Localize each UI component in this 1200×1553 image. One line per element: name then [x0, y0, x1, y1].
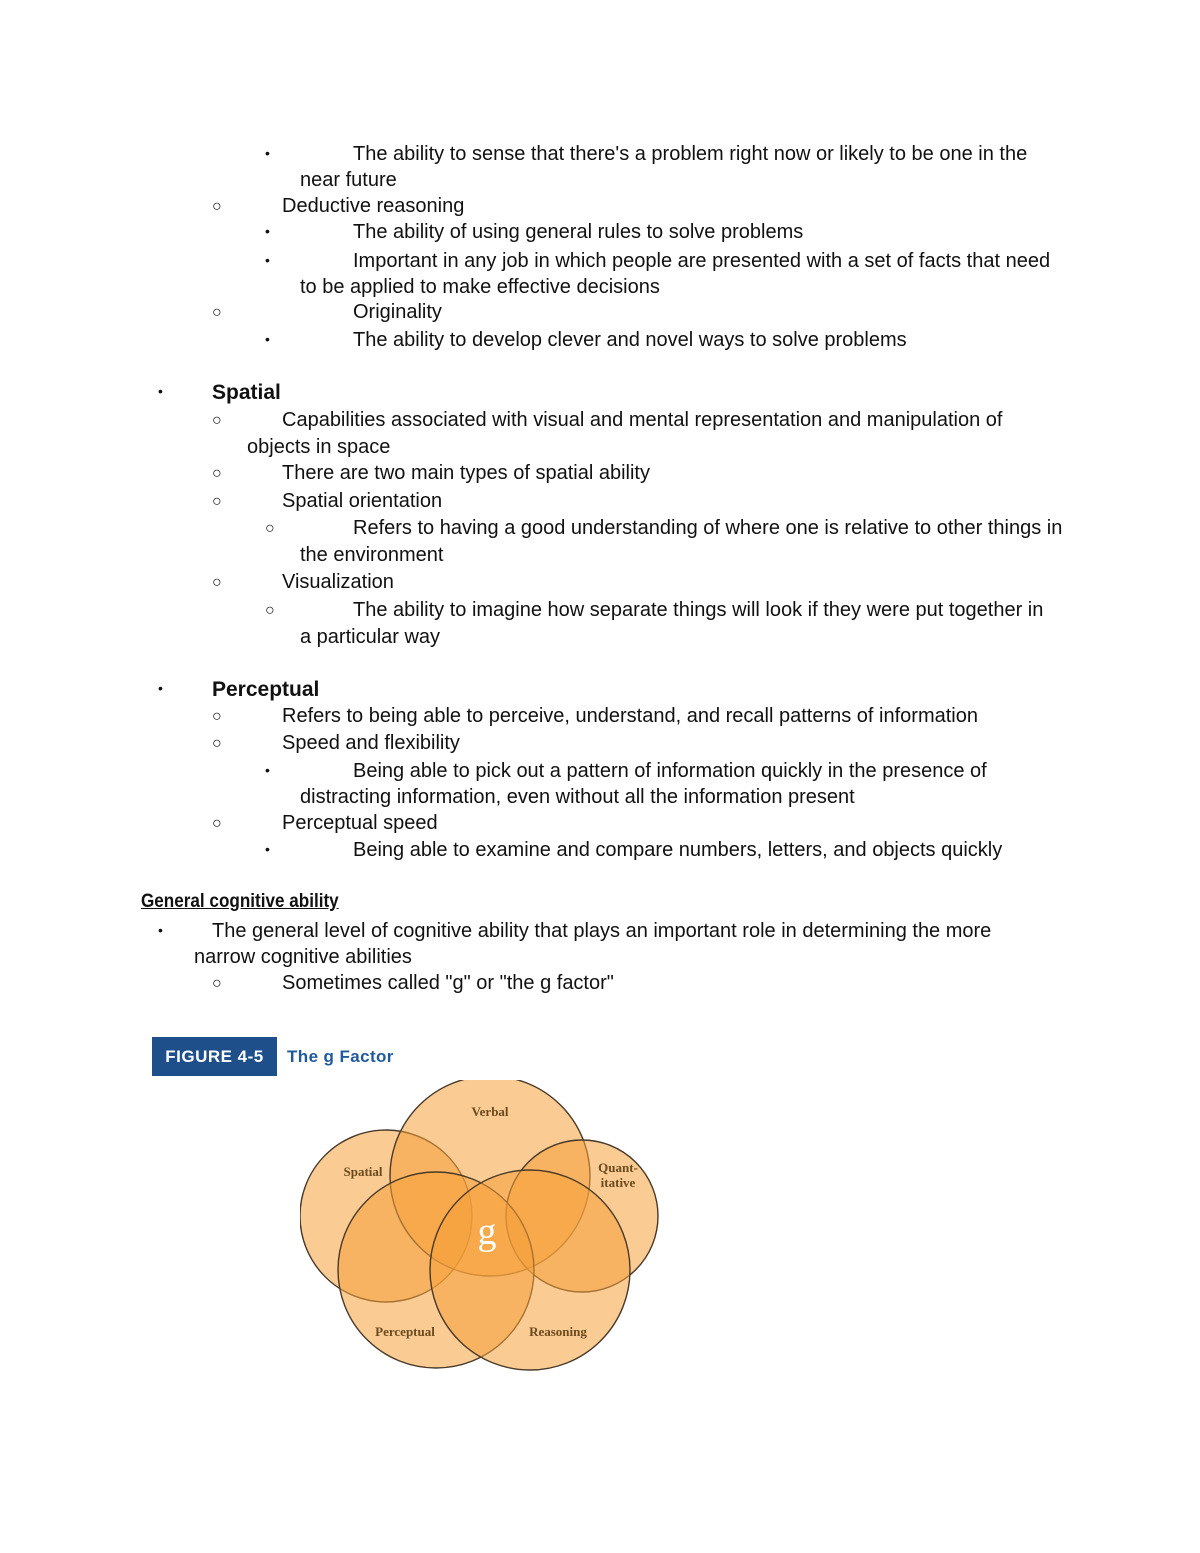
- circle-marker: ○: [212, 815, 222, 832]
- circle-reasoning: [430, 1170, 630, 1370]
- circle-marker: ○: [212, 493, 222, 510]
- list-item: The ability to sense that there's a problem right now or likely to be one in the: [353, 143, 1028, 165]
- circle-marker: ○: [212, 198, 222, 215]
- label-perceptual: Perceptual: [375, 1324, 435, 1339]
- figure-title: The g Factor: [287, 1047, 394, 1066]
- circle-marker: ○: [212, 304, 222, 321]
- list-item: Important in any job in which people are presented with a set of facts that need: [353, 250, 1051, 272]
- list-item-continuation: distracting information, even without all the information present: [300, 786, 855, 808]
- section-heading: General cognitive ability: [141, 891, 339, 912]
- list-item-continuation: objects in space: [247, 436, 391, 458]
- list-item: Capabilities associated with visual and mental representation and manipulation of: [282, 409, 1003, 431]
- list-item-continuation: to be applied to make effective decisions: [300, 276, 660, 298]
- bullet-marker: •: [265, 841, 270, 857]
- list-item-continuation: near future: [300, 169, 397, 191]
- circle-marker: ○: [212, 975, 222, 992]
- bullet-marker: •: [265, 331, 270, 347]
- list-item: Visualization: [282, 571, 394, 593]
- bullet-marker: •: [158, 922, 163, 938]
- list-item: Refers to having a good understanding of where one is relative to other things in: [353, 517, 1063, 539]
- circle-marker: ○: [212, 574, 222, 591]
- list-item: The ability to imagine how separate things will look if they were put together in: [353, 599, 1044, 621]
- bullet-marker: •: [158, 383, 163, 399]
- list-item: Originality: [353, 301, 442, 323]
- list-item: Perceptual speed: [282, 812, 438, 834]
- circle-marker: ○: [212, 412, 222, 429]
- circle-marker: ○: [212, 465, 222, 482]
- label-verbal: Verbal: [471, 1104, 509, 1119]
- list-item: Speed and flexibility: [282, 732, 460, 754]
- bullet-marker: •: [265, 145, 270, 161]
- label-quantitative-1: Quant-: [598, 1160, 638, 1175]
- topic-heading-perceptual: Perceptual: [212, 678, 320, 701]
- circle-marker: ○: [265, 520, 275, 537]
- list-item: Spatial orientation: [282, 490, 443, 512]
- list-item: Refers to being able to perceive, understand, and recall patterns of information: [282, 705, 978, 727]
- list-item: Being able to pick out a pattern of information quickly in the presence of: [353, 760, 987, 782]
- bullet-marker: •: [265, 252, 270, 268]
- list-item: There are two main types of spatial ability: [282, 462, 650, 484]
- label-reasoning: Reasoning: [529, 1324, 587, 1339]
- bullet-marker: •: [158, 680, 163, 696]
- list-item-continuation: the environment: [300, 544, 444, 566]
- label-g-center: g: [477, 1211, 497, 1253]
- list-item-continuation: a particular way: [300, 626, 441, 648]
- label-quantitative-2: itative: [600, 1175, 636, 1190]
- g-factor-venn-diagram: [300, 1080, 680, 1380]
- list-item-continuation: narrow cognitive abilities: [194, 946, 412, 968]
- list-item: Deductive reasoning: [282, 195, 465, 217]
- topic-heading-spatial: Spatial: [212, 381, 281, 404]
- circle-marker: ○: [212, 708, 222, 725]
- figure-label: FIGURE 4-5: [152, 1037, 277, 1076]
- circle-marker: ○: [212, 735, 222, 752]
- list-item: Sometimes called "g" or "the g factor": [282, 972, 614, 994]
- bullet-marker: •: [265, 762, 270, 778]
- bullet-marker: •: [265, 223, 270, 239]
- list-item: The ability of using general rules to solve problems: [353, 221, 804, 243]
- list-item: Being able to examine and compare numbers, letters, and objects quickly: [353, 839, 1003, 861]
- list-item: The ability to develop clever and novel ways to solve problems: [353, 329, 907, 351]
- circle-marker: ○: [265, 602, 275, 619]
- label-spatial: Spatial: [343, 1164, 383, 1179]
- list-item: The general level of cognitive ability that plays an important role in determining the more: [212, 920, 992, 942]
